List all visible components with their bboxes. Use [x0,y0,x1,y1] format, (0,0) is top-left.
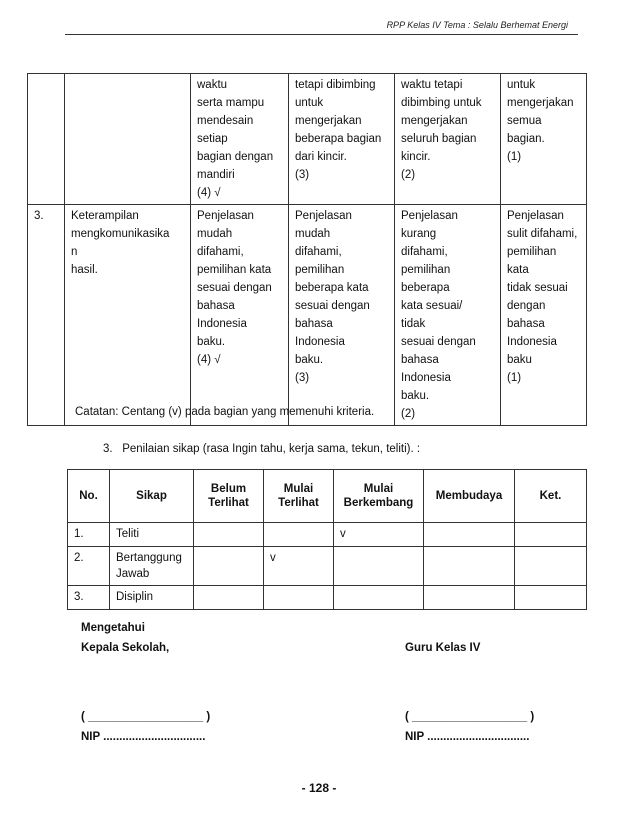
cell-line: beberapa kata [295,282,369,294]
rubric-row-3 [28,205,587,426]
cell-line: tetapi dibimbing [295,79,376,91]
cell-line: Penjelasan [507,210,564,222]
header-membudaya: Membudaya [424,470,515,523]
cell-sikap: Disiplin [110,586,194,610]
cell-line: Penjelasan [401,210,458,222]
rubric-aspect-cell [65,74,191,205]
cell-line: sesuai dengan [401,336,476,348]
cell-belum-terlihat [194,586,264,610]
cell-line: tidak sesuai [507,282,568,294]
cell-line: dari kincir. [295,151,347,163]
rubric-table [27,73,587,426]
header-belum-terlihat: Belum Terlihat [194,470,264,523]
cell-belum-terlihat [194,523,264,547]
cell-line: difahami, [295,246,342,258]
cell-line: seluruh bagian [401,133,477,145]
cell-line: sulit difahami, [507,228,578,240]
cell-no: 1. [68,523,110,547]
cell-line: Indonesia [401,372,451,384]
header-rule [65,34,578,35]
section-title: Penilaian sikap (rasa Ingin tahu, kerja sama, tekun, teliti). : [122,443,421,455]
cell-membudaya [424,586,515,610]
section-heading [103,443,420,455]
cell-no: 2. [68,547,110,586]
cell-line: (3) [295,169,310,181]
table-row [68,523,587,547]
header-sikap: Sikap [110,470,194,523]
cell-ket [515,547,587,586]
cell-line: waktu tetapi [401,79,463,91]
rubric-no-cell [28,74,65,205]
cell-line: pemilihan [295,264,345,276]
rubric-score-1-cell [501,74,587,205]
note-text: Catatan: Centang (v) pada bagian yang memenuhi kriteria. [75,406,375,418]
cell-line: untuk [507,79,536,91]
rubric-score-4-cell [191,74,289,205]
cell-line: mandiri [197,169,235,181]
cell-line: mengerjakan [507,97,574,109]
cell-sikap: Teliti [110,523,194,547]
cell-line: n [71,246,78,258]
cell-line: semua bagian. [507,115,545,145]
cell-line: bahasa [197,300,235,312]
cell-line: baku. [197,336,226,348]
cell-line: (1) [507,151,522,163]
cell-line: baku. [401,390,430,402]
cell-line: hasil. [71,264,98,276]
cell-line: sesuai dengan [197,282,272,294]
cell-line: mudah [295,228,331,240]
cell-line: (4) √ [197,187,221,199]
cell-line: difahami, [197,246,244,258]
rubric-row-continued [28,74,587,205]
cell-mulai-terlihat: v [264,547,334,586]
rubric-score-3-cell [289,205,395,426]
cell-line: beberapa bagian [295,133,382,145]
cell-line: kata sesuai/ [401,300,463,312]
cell-line: (2) [401,408,416,420]
cell-line: (2) [401,169,416,181]
cell-line: baku. [295,354,324,366]
signature-left-line1: Mengetahui [81,622,145,634]
cell-line: setiap [197,133,228,145]
cell-line: waktu [197,79,228,91]
cell-no: 3. [68,586,110,610]
cell-line: mendesain [197,115,254,127]
header-mulai-terlihat: Mulai Terlihat [264,470,334,523]
rubric-score-1-cell [501,205,587,426]
cell-mulai-berkembang [334,547,424,586]
cell-line: Penjelasan [197,210,254,222]
cell-membudaya [424,547,515,586]
signature-left-nip: NIP ................................ [81,731,206,743]
cell-mulai-berkembang [334,586,424,610]
cell-mulai-berkembang: v [334,523,424,547]
signature-left-title: Kepala Sekolah, [81,642,170,654]
cell-line: dengan bahasa [507,300,546,330]
rubric-aspect-cell [65,205,191,426]
signature-right-name-blank: ( __________________ ) [405,711,535,723]
sikap-table [67,469,587,610]
cell-ket [515,523,587,547]
cell-line: Indonesia [295,336,345,348]
cell-line: bahasa [295,318,333,330]
signature-right-nip: NIP ................................ [405,731,530,743]
cell-line: pemilihan kata [507,246,557,276]
cell-line: (3) [295,372,310,384]
cell-sikap: Bertanggung Jawab [110,547,194,586]
cell-line: (1) [507,372,522,384]
header-ket: Ket. [515,470,587,523]
rubric-score-2-cell [395,74,501,205]
cell-mulai-terlihat [264,586,334,610]
cell-line: Indonesia baku [507,336,557,366]
page-number: - 128 - [301,781,337,795]
section-number: 3. [103,443,113,455]
cell-mulai-terlihat [264,523,334,547]
sikap-header-row [68,470,587,523]
cell-line: mengerjakan [401,115,468,127]
cell-line: pemilihan [401,264,451,276]
rubric-score-3-cell [289,74,395,205]
rubric-score-4-cell [191,205,289,426]
cell-line: kincir. [401,151,431,163]
cell-line: bahasa [401,354,439,366]
cell-line: tidak [401,318,426,330]
table-row [68,586,587,610]
cell-line: Penjelasan [295,210,352,222]
header-no: No. [68,470,110,523]
cell-line: mudah [197,228,233,240]
cell-ket [515,586,587,610]
cell-line: (4) √ [197,354,221,366]
cell-line: dibimbing untuk [401,97,482,109]
table-row [68,547,587,586]
cell-line: Keterampilan [71,210,139,222]
cell-line: mengkomunikasika [71,228,170,240]
cell-line: mengerjakan [295,115,362,127]
cell-line: difahami, [401,246,448,258]
rubric-no-cell: 3. [28,205,65,426]
cell-line: beberapa [401,282,450,294]
cell-line: pemilihan kata [197,264,272,276]
cell-line: untuk [295,97,324,109]
signature-left-name-blank: ( __________________ ) [81,711,211,723]
cell-line: kurang [401,228,437,240]
cell-line: serta mampu [197,97,265,109]
cell-line: bagian dengan [197,151,274,163]
cell-belum-terlihat [194,547,264,586]
cell-line: Indonesia [197,318,247,330]
signature-right-title: Guru Kelas IV [405,642,481,654]
cell-membudaya [424,523,515,547]
rubric-score-2-cell [395,205,501,426]
running-header: RPP Kelas IV Tema : Selalu Berhemat Energi [386,20,568,30]
cell-line: sesuai dengan [295,300,370,312]
header-mulai-berkembang: Mulai Berkembang [334,470,424,523]
